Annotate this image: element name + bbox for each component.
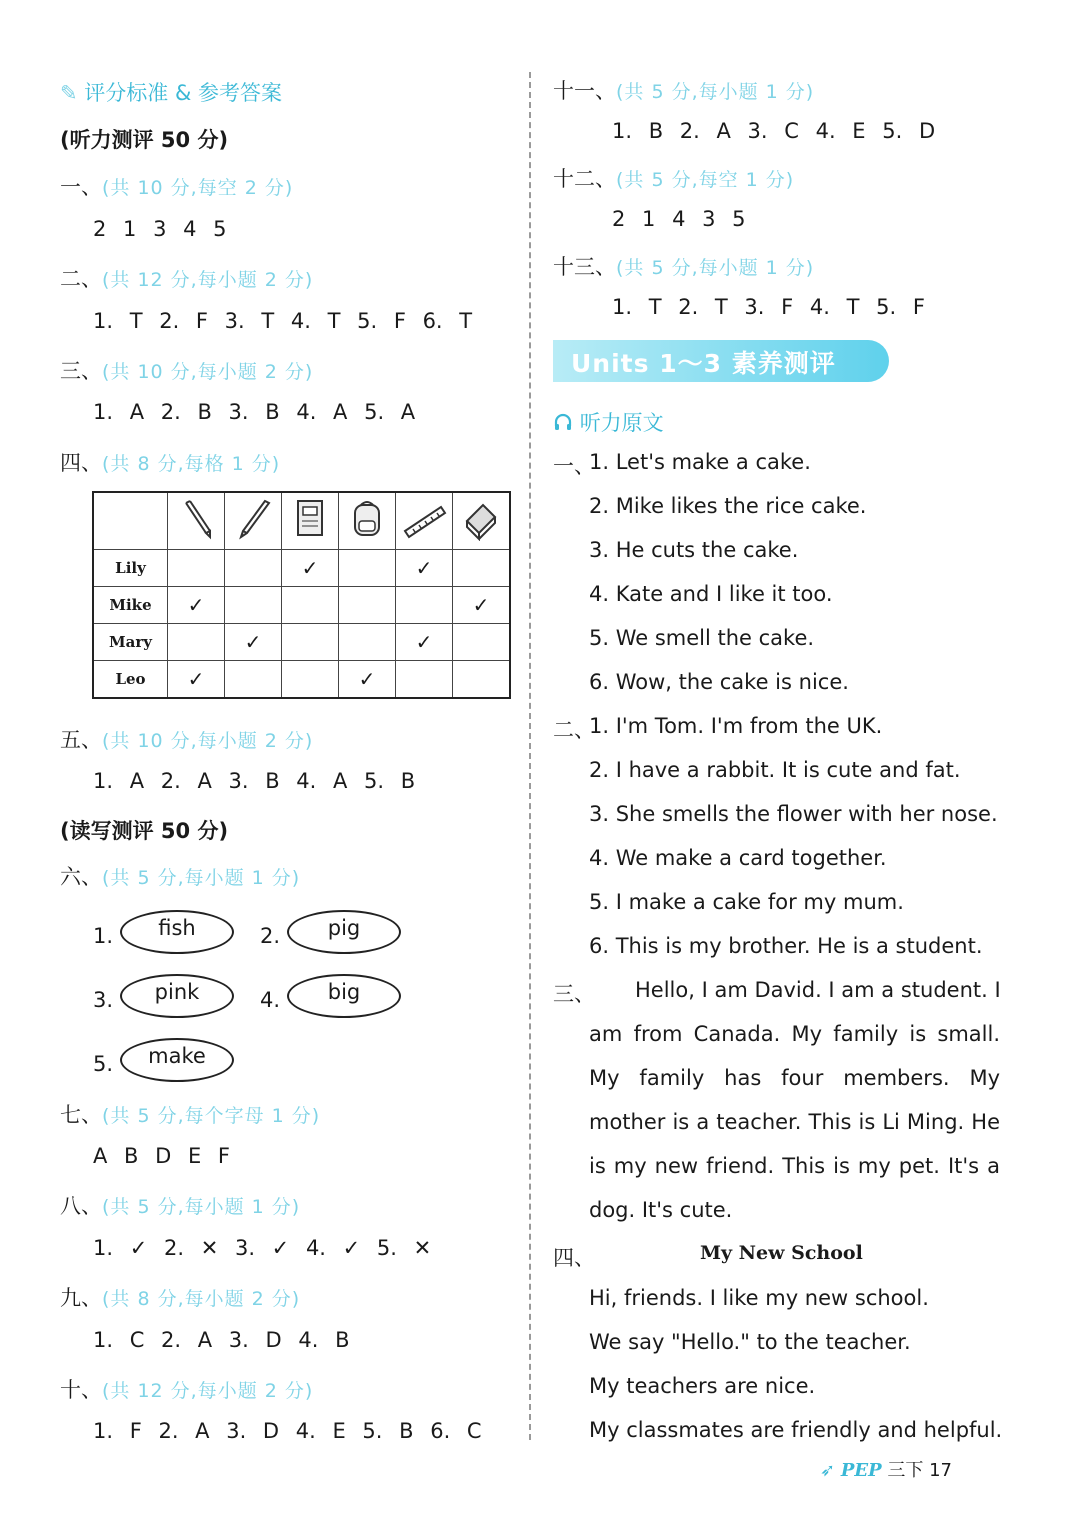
- section-13-heading: [553, 251, 814, 281]
- section-1-number: 一、: [60, 175, 102, 199]
- check-cell: [453, 624, 511, 661]
- transcript-line: Hi, friends. I like my new school.: [589, 1286, 929, 1310]
- section-3-heading: [60, 355, 313, 385]
- transcript-line: 3. She smells the flower with her nose.: [589, 802, 998, 826]
- check-cell: [225, 661, 282, 699]
- check-cell: [282, 661, 339, 699]
- units-banner: [553, 340, 889, 382]
- check-mark: ✓: [187, 667, 205, 691]
- section-3-number: 三、: [60, 359, 102, 383]
- word-oval: pink: [120, 974, 234, 1018]
- header-title: 评分标准 & 参考答案: [84, 81, 283, 105]
- section-12-number: 十二、: [553, 167, 616, 191]
- section-5-note: (共 10 分,每小题 2 分): [102, 730, 314, 752]
- check-cell: [282, 624, 339, 661]
- listening-section-title: (听力测评 50 分): [60, 128, 229, 152]
- word-oval: make: [120, 1038, 234, 1082]
- table-row: [93, 624, 510, 661]
- check-cell: [339, 587, 396, 624]
- section-5-heading: [60, 724, 313, 754]
- page-footer: [820, 1456, 952, 1482]
- check-cell: [339, 661, 396, 699]
- section-4-heading: [60, 447, 280, 477]
- transcript-title: 听力原文: [579, 411, 664, 435]
- section-6-number: 六、: [60, 865, 102, 889]
- check-mark: ✓: [415, 556, 433, 580]
- check-mark: ✓: [301, 556, 319, 580]
- transcript-line: 6. Wow, the cake is nice.: [589, 670, 849, 694]
- section-1-answers: 2 1 3 4 5: [93, 217, 227, 241]
- section-11-number: 十一、: [553, 79, 616, 103]
- section-2-number: 二、: [60, 267, 102, 291]
- transcript-line: am from Canada. My family is small.: [589, 1022, 1000, 1046]
- check-cell: [339, 550, 396, 587]
- check-mark: ✓: [472, 593, 490, 617]
- eraser-icon: [453, 492, 511, 550]
- section-7-heading: [60, 1099, 320, 1129]
- transcript-2-number: 二、: [553, 718, 595, 742]
- transcript-heading: [553, 407, 664, 437]
- section-8-number: 八、: [60, 1194, 102, 1218]
- section-9-heading: [60, 1282, 300, 1312]
- section-9-note: (共 8 分,每小题 2 分): [102, 1288, 301, 1310]
- check-mark: ✓: [244, 630, 262, 654]
- section-13-note: (共 5 分,每小题 1 分): [616, 257, 815, 279]
- transcript-line: 4. We make a card together.: [589, 846, 887, 870]
- banner-title: Units 1～3 素养测评: [571, 349, 836, 378]
- check-cell: [396, 587, 453, 624]
- transcript-line: 2. Mike likes the rice cake.: [589, 494, 867, 518]
- section-7-note: (共 5 分,每个字母 1 分): [102, 1105, 321, 1127]
- table-corner-cell: [93, 492, 168, 550]
- row-name: Mary: [93, 624, 168, 661]
- row-name: Mike: [93, 587, 168, 624]
- section-6-note: (共 5 分,每小题 1 分): [102, 867, 301, 889]
- table-row: [93, 661, 510, 699]
- section-2-heading: [60, 263, 313, 293]
- section-11-note: (共 5 分,每小题 1 分): [616, 81, 815, 103]
- transcript-line: mother is a teacher. This is Li Ming. He: [589, 1110, 1000, 1134]
- section-5-answers: 1. A 2. A 3. B 4. A 5. B: [93, 769, 416, 793]
- check-cell: [453, 550, 511, 587]
- section-7-number: 七、: [60, 1103, 102, 1127]
- headphones-icon: [553, 411, 580, 435]
- check-cell: [339, 624, 396, 661]
- table-row: [93, 587, 510, 624]
- page-header: [60, 77, 282, 107]
- section-12-note: (共 5 分,每空 1 分): [616, 169, 795, 191]
- section-11-answers: 1. B 2. A 3. C 4. E 5. D: [612, 119, 936, 143]
- word-oval: fish: [120, 910, 234, 954]
- transcript-line: 4. Kate and I like it too.: [589, 582, 833, 606]
- check-cell: [168, 587, 225, 624]
- transcript-line: 1. I'm Tom. I'm from the UK.: [589, 714, 883, 738]
- section-5-number: 五、: [60, 728, 102, 752]
- check-cell: [282, 587, 339, 624]
- section-3-answers: 1. A 2. B 3. B 4. A 5. A: [93, 400, 416, 424]
- check-cell: [225, 624, 282, 661]
- item-label: 4.: [260, 988, 281, 1012]
- section-13-answers: 1. T 2. T 3. F 4. T 5. F: [612, 295, 925, 319]
- transcript-3-number: 三、: [553, 982, 595, 1006]
- section-2-note: (共 12 分,每小题 2 分): [102, 269, 314, 291]
- section-7-answers: A B D E F: [93, 1144, 230, 1168]
- schoolbag-icon: [339, 492, 396, 550]
- transcript-line: is my new friend. This is my pet. It's a: [589, 1154, 1000, 1178]
- transcript-line: 5. We smell the cake.: [589, 626, 815, 650]
- item-label: 3.: [93, 988, 114, 1012]
- check-cell: [453, 587, 511, 624]
- section-10-answers: 1. F 2. A 3. D 4. E 5. B 6. C: [93, 1419, 482, 1443]
- transcript-line: 6. This is my brother. He is a student.: [589, 934, 983, 958]
- page-number: 17: [929, 1460, 952, 1481]
- check-cell: [396, 624, 453, 661]
- check-cell: [396, 550, 453, 587]
- transcript-line: 5. I make a cake for my mum.: [589, 890, 904, 914]
- row-name: Leo: [93, 661, 168, 699]
- section-9-answers: 1. C 2. A 3. D 4. B: [93, 1328, 350, 1352]
- section-11-heading: [553, 75, 814, 105]
- table-header-row: [93, 492, 510, 550]
- section-4-number: 四、: [60, 451, 102, 475]
- check-cell: [453, 661, 511, 699]
- check-cell: [168, 661, 225, 699]
- item-label: 1.: [93, 924, 114, 948]
- transcript-line: My teachers are nice.: [589, 1374, 816, 1398]
- section-3-note: (共 10 分,每小题 2 分): [102, 361, 314, 383]
- item-label: 2.: [260, 924, 281, 948]
- section-8-heading: [60, 1190, 300, 1220]
- check-mark: ✓: [415, 630, 433, 654]
- section-8-note: (共 5 分,每小题 1 分): [102, 1196, 301, 1218]
- check-mark: ✓: [187, 593, 205, 617]
- word-oval: big: [287, 974, 401, 1018]
- check-cell: [225, 550, 282, 587]
- pen-icon: [168, 492, 225, 550]
- transcript-line: 1. Let's make a cake.: [589, 450, 811, 474]
- section-9-number: 九、: [60, 1286, 102, 1310]
- section-1-heading: [60, 171, 293, 201]
- section-2-answers: 1. T 2. F 3. T 4. T 5. F 6. T: [93, 309, 473, 333]
- transcript-line: 2. I have a rabbit. It is cute and fat.: [589, 758, 961, 782]
- section-6-heading: [60, 861, 300, 891]
- section-8-answers: 1. ✓ 2. ✕ 3. ✓ 4. ✓ 5. ✕: [93, 1236, 432, 1260]
- section-13-number: 十三、: [553, 255, 616, 279]
- section-10-heading: [60, 1374, 313, 1404]
- ruler-icon: [396, 492, 453, 550]
- check-mark: ✓: [358, 667, 376, 691]
- stationery-table: [92, 491, 511, 699]
- transcript-line: We say "Hello." to the teacher.: [589, 1330, 911, 1354]
- check-cell: [168, 624, 225, 661]
- section-1-note: (共 10 分,每空 2 分): [102, 177, 294, 199]
- transcript-4-number: 四、: [553, 1246, 595, 1270]
- section-10-number: 十、: [60, 1378, 102, 1402]
- transcript-1-number: 一、: [553, 454, 595, 478]
- transcript-line: My family has four members. My: [589, 1066, 1000, 1090]
- check-cell: [168, 550, 225, 587]
- grade-label: 三下: [887, 1460, 924, 1481]
- row-name: Lily: [93, 550, 168, 587]
- reading-section-title: (读写测评 50 分): [60, 819, 229, 843]
- check-cell: [282, 550, 339, 587]
- passage-title: My New School: [700, 1242, 863, 1264]
- transcript-line: My classmates are friendly and helpful.: [589, 1418, 1003, 1442]
- column-divider: [529, 72, 531, 1440]
- brand-mark: PEP: [840, 1460, 882, 1481]
- pen-stroke-icon: ✎: [60, 81, 78, 105]
- word-oval: pig: [287, 910, 401, 954]
- item-label: 5.: [93, 1052, 114, 1076]
- section-12-answers: 2 1 4 3 5: [612, 207, 746, 231]
- check-cell: [396, 661, 453, 699]
- section-10-note: (共 12 分,每小题 2 分): [102, 1380, 314, 1402]
- leaf-icon: ➶: [820, 1460, 836, 1481]
- transcript-line: 3. He cuts the cake.: [589, 538, 799, 562]
- notebook-icon: [282, 492, 339, 550]
- pencil-icon: [225, 492, 282, 550]
- section-4-note: (共 8 分,每格 1 分): [102, 453, 281, 475]
- transcript-line: dog. It's cute.: [589, 1198, 733, 1222]
- transcript-line: Hello, I am David. I am a student. I: [635, 978, 1001, 1002]
- section-12-heading: [553, 163, 794, 193]
- check-cell: [225, 587, 282, 624]
- table-row: [93, 550, 510, 587]
